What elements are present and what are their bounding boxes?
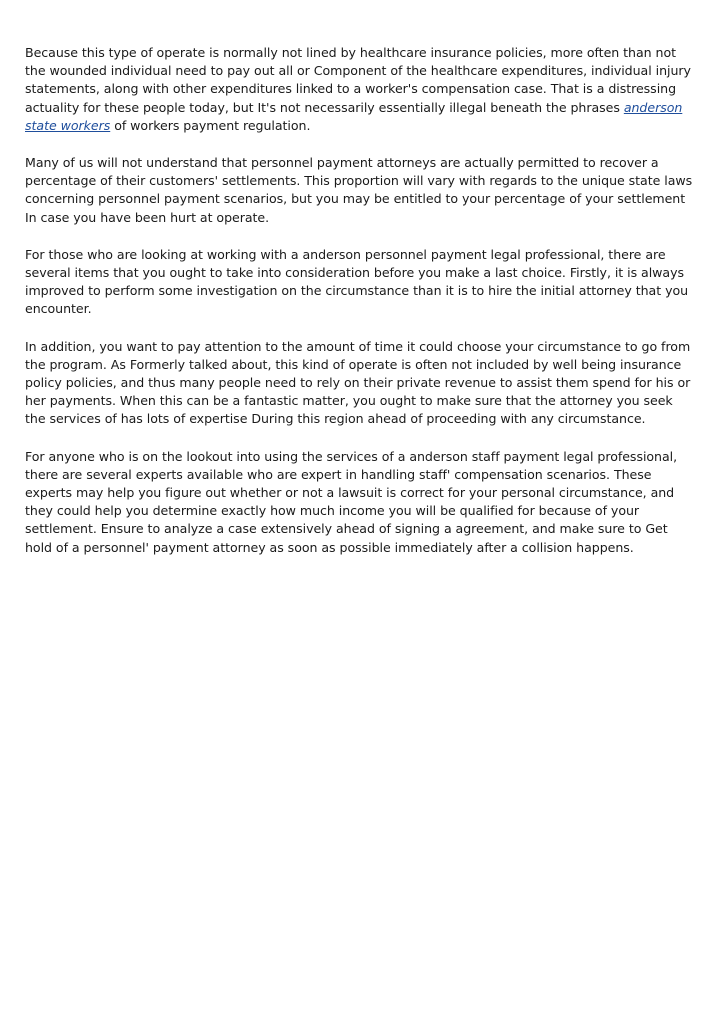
paragraph-1 [25,44,697,135]
paragraph-3: For those who are looking at working with a anderson personnel payment legal professional, there are several items that you ought to take into consideration before you make a last choice. Firstly, it is always improved to perform some investigation on the circumstance than it is to hire the initial attorney that you encounter. [25,246,689,317]
article-body [25,44,697,576]
anderson-state-workers-link[interactable]: anderson state workers [25,99,683,133]
paragraph-4: In addition, you want to pay attention to the amount of time it could choose your circumstance to go from the program. As Formerly talked about, this kind of operate is often not included by well being insurance policy policies, and thus many people need to rely on their private revenue to assist them spend for his or her payments. When this can be a fantastic matter, you ought to make sure that the attorney you seek the services of has lots of expertise During this region ahead of proceeding with any circumstance. [25,338,691,427]
paragraph-5: For anyone who is on the lookout into using the services of a anderson staff payment legal professional, there are several experts available who are expert in handling staff' compensation scenarios. These experts may help you figure out whether or not a lawsuit is correct for your personal circumstance, and they could help you determine exactly how much income you will be qualified for because of your settlement. Ensure to analyze a case extensively ahead of signing a agreement, and make sure to Get hold of a personnel' payment attorney as soon as possible immediately after a collision happens. [25,448,678,555]
paragraph-2: Many of us will not understand that personnel payment attorneys are actually permitted to recover a percentage of their customers' settlements. This proportion will vary with regards to the unique state laws concerning personnel payment scenarios, but you may be entitled to your percentage of your settlement In case you have been hurt at operate. [25,155,693,225]
paragraph-1-text-before: Because this type of operate is normally not lined by healthcare insurance policies, more often than not the wounded individual need to pay out all or Component of the healthcare expenditures, individual injury statements, along with other expenditures linked to a worker's compensation case. That is a distressing actuality for these people today, but It's not necessarily essentially illegal beneath the phrases [25,45,691,115]
paragraph-1-text-after: of workers payment regulation. [110,117,311,133]
